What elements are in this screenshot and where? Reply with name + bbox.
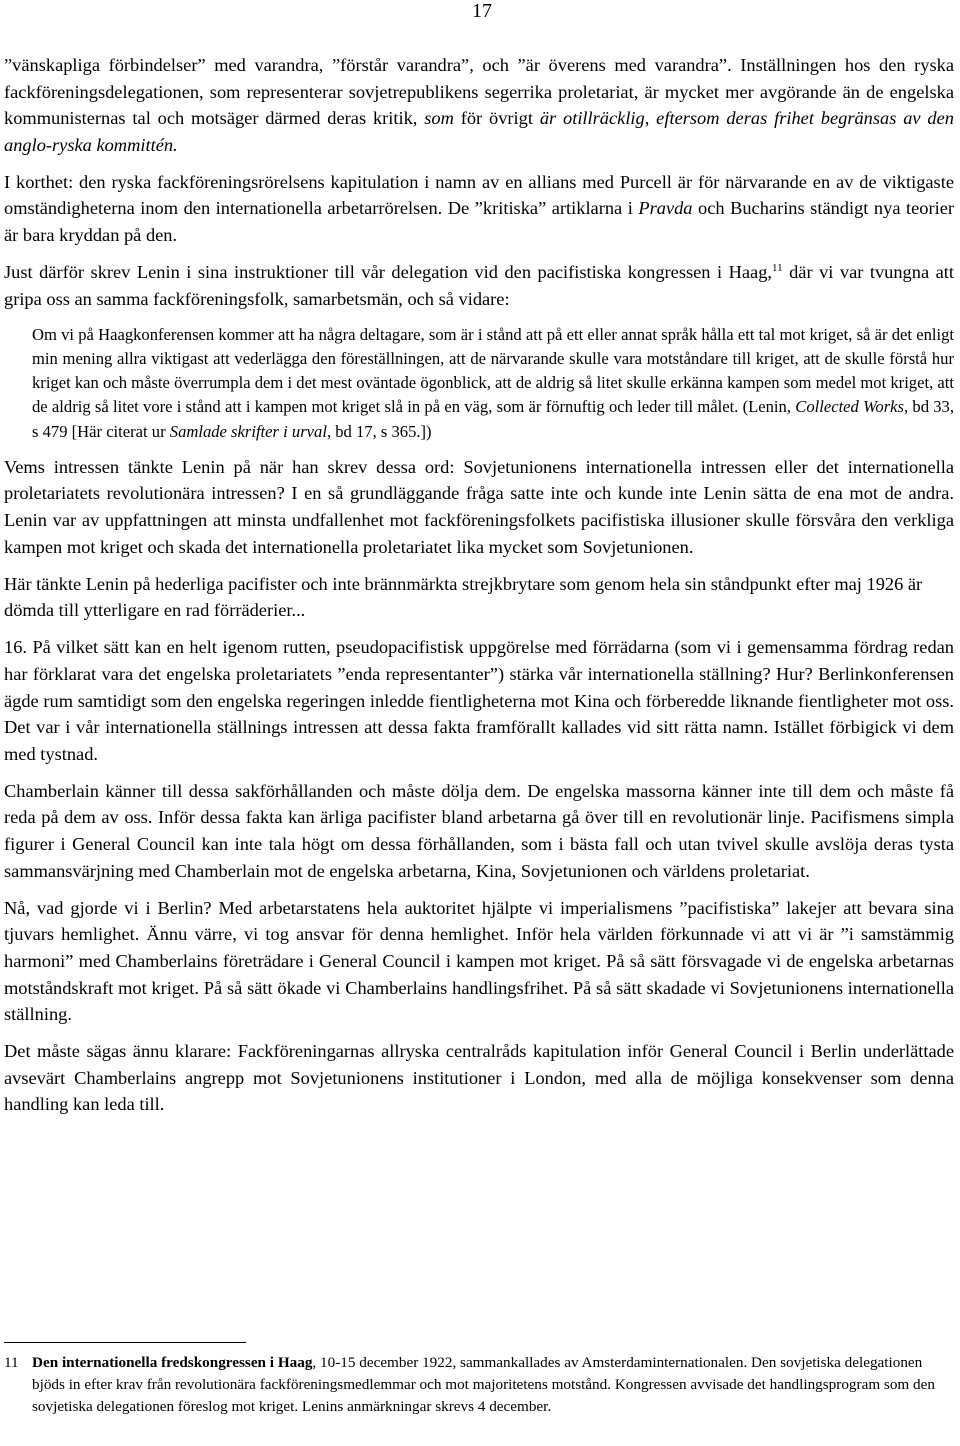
paragraph-7: Chamberlain känner till dessa sakförhållanden och måste dölja dem. De engelska massorna känner inte till dem och måste få reda på dem av oss. Inför dessa fakta kan ärliga pacifister bland arbetarna gå över till en revolutionär linje. Pacifismens simpla figurer i General Council kan inte tala högt om dessa förhållanden, som i bästa fall och utan tvivel skulle avslöja deras tysta sammansvärjning med Chamberlain mot de engelska arbetarna, Kina, Sovjetunionen och världens proletariat. [4,780,954,881]
citation-text-c: , bd 17, s 365.]) [326,421,432,441]
paragraph-1-text-a: ”vänskapliga förbindelser” med varandra, ”förstår varandra”, och ”är överens med varandra”. Inställningen hos den ryska fackföreningsdelegationen, som representerar sovjetrepublikens segerrika proletariat, är mycket mer avgörande än de engelska kommunisternas tal och motsäger därmed deras kritik, [4,55,954,129]
paragraph-2-text-a: I korthet: den ryska fackföreningsrörelsens kapitulation i namn av en allians med Purcell är för närvarande en av de viktigaste omständigheterna inom den internationella arbetarrörelsen. De ”kritiska” artiklarna i [4,171,954,219]
paragraph-2 [4,169,954,249]
page-number: 17 [472,0,492,22]
paragraph-1-italic-a: som [424,108,454,129]
footnote-title: Den internationella fredskongressen i Haag [32,1354,313,1371]
footnote-divider [4,1342,246,1343]
footnote-reference: 11 [772,262,783,275]
paragraph-5: Här tänkte Lenin på hederliga pacifister och inte brännmärkta strejkbrytare som genom hela sin ståndpunkt efter maj 1926 är dömda till ytterligare en rad förräderier... [4,573,923,621]
paragraph-2-text-b: och Bucharins ständigt nya teorier är bara kryddan på den. [4,198,954,246]
block-quote [32,323,954,444]
paragraph-1 [4,52,954,158]
citation-italic-b: Samlade skrifter i urval [169,421,327,441]
quote-text: Om vi på Haagkonferensen kommer att ha några deltagare, som är i stånd att på ett eller annat språk hålla ett tal mot kriget, så är det enligt min mening allra viktigast att vederlägga den föreställningen, att de närvarande skulle vara motståndare till kriget, att de skulle förstå hur kriget kan och måste överrumpla dem i det mest oväntade ögonblick, att de aldrig så litet skulle erkänna kampen som medel mot kriget, att de aldrig så litet vore i stånd att i kampen mot kriget slå in på en väg, som är förnuftig och leder till målet. [32,324,954,417]
paragraph-8: Nå, vad gjorde vi i Berlin? Med arbetarstatens hela auktoritet hjälpte vi imperialismens ”pacifistiska” lakejer att bevara sina tjuvars hemlighet. Ännu värre, vi tog ansvar för denna hemlighet. Inför hela världen förkunnade vi att vi är ”i samstämmig harmoni” med Chamberlains företrädare i General Council i kampen mot kriget. På så sätt försvagade vi de engelska arbetarnas motståndskraft mot kriget. På så sätt ökade vi Chamberlains handlingsfrihet. På så sätt skadade vi Sovjetunionens internationella ställning. [4,897,954,1025]
footnote [4,1352,952,1418]
paragraph-1-text-b: för övrigt [453,108,540,129]
citation-text-b: , bd 33, s 479 [Här citerat ur [32,397,954,441]
paragraph-2-italic-a: Pravda [638,198,693,219]
paragraph-1-italic-b: är otillräcklig, eftersom deras frihet begränsas av den anglo-ryska kommittén. [4,108,954,155]
paragraph-3-text-a: Just därför skrev Lenin i sina instruktioner till vår delegation vid den pacifistiska kongressen i Haag, [4,262,773,283]
body-text [4,52,954,1129]
footnote-text [32,1352,952,1418]
paragraph-3 [4,259,954,312]
paragraph-9: Det måste sägas ännu klarare: Fackföreningarnas allryska centralråds kapitulation inför General Council i Berlin underlättade avsevärt Chamberlains angrepp mot Sovjetunionens institutioner i London, med alla de möjliga konsekvenser som denna handling kan leda till. [4,1041,954,1115]
footnote-number: 11 [4,1354,19,1371]
paragraph-6: 16. På vilket sätt kan en helt igenom rutten, pseudopacifistisk uppgörelse med förrädarna (som vi i gemensamma fördrag redan har förklarat vara det engelska proletariatets ”enda representanter”) stärka vår internationella ställning? Hur? Berlinkonferensen ägde rum samtidigt som den engelska regeringen inledde fientligheterna mot Kina och förberedde liknande fientligheter mot oss. Det var i vår internationella ställnings intressen att dessa fakta framförallt kallades vid sitt rätta namn. Istället förbigick vi dem med tystnad. [4,637,954,764]
paragraph-3-text-b: där vi var tvungna att gripa oss an samma fackföreningsfolk, samarbetsmän, och så vidare: [4,262,954,309]
footnote-body: , 10-15 december 1922, sammankallades av Amsterdaminternationalen. Den sovjetiska delegationen bjöds in efter krav från revolutionära fackföreningsmedlemmar och mot majoritetens motstånd. Kongressen avvisade det handlingsprogram som den sovjetiska delegationen föreslog mot kriget. Lenins anmärkningar skrevs 4 december. [32,1354,935,1415]
paragraph-4: Vems intressen tänkte Lenin på när han skrev dessa ord: Sovjetunionens internationella intressen eller det internationella proletariatets revolutionära intressen? I en så grundläggande fråga satte inte och kunde inte Lenin sätta de ena mot de andra. Lenin var av uppfattningen att minsta undfallenhet mot fackföreningsfolkets pacifistiska illusioner skulle försvåra den verkliga kampen mot kriget och skada det internationella proletariatet lika mycket som Sovjetunionen. [4,456,954,557]
citation-italic-a: Collected Works [795,397,904,417]
citation-text-a: (Lenin, [742,397,796,417]
